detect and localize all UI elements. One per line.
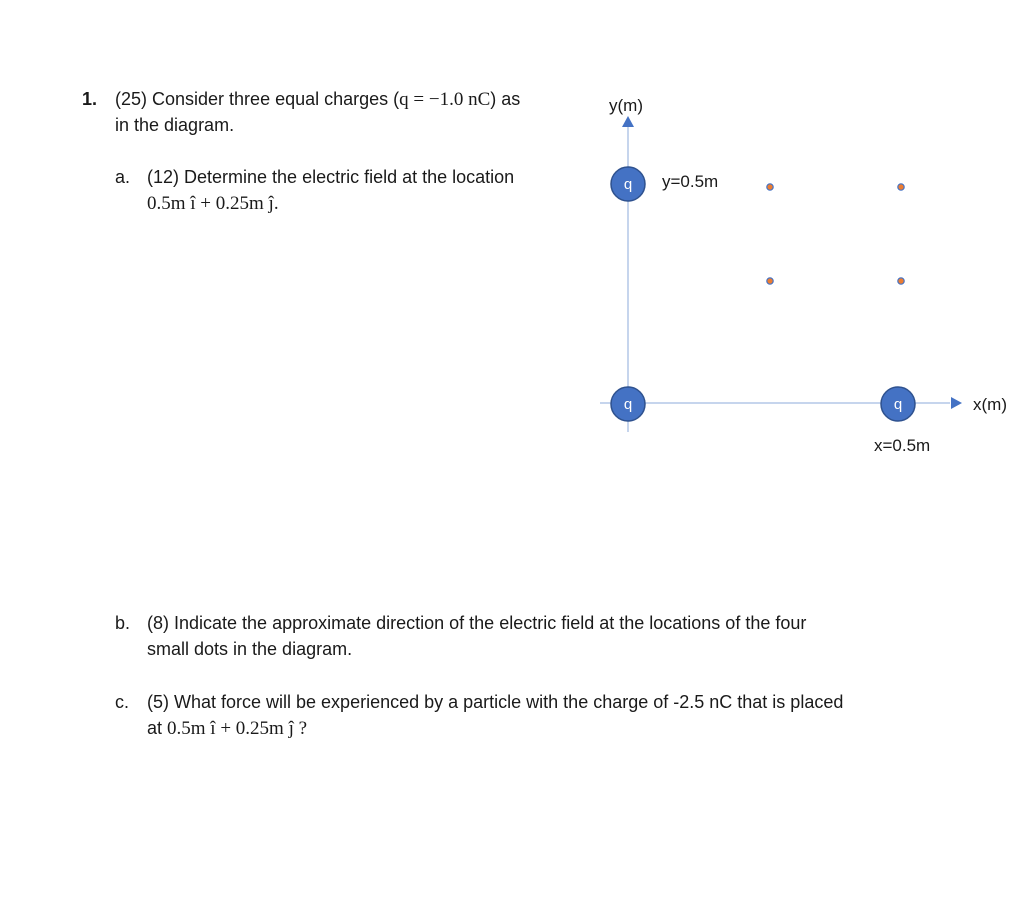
part-c-line2-pre: at xyxy=(147,718,168,738)
part-b-marker: b. xyxy=(115,613,131,633)
charges-group xyxy=(611,167,915,421)
intro-text-pre: (25) Consider three equal charges ( xyxy=(115,89,400,109)
charge-value-math: q = −1.0 nC xyxy=(399,89,491,110)
charge-label: q xyxy=(623,176,633,193)
charge-0 xyxy=(611,167,645,201)
part-b-line1: (8) Indicate the approximate direction of the electric field at the locations of the four xyxy=(147,613,807,633)
field-point-dot-0 xyxy=(767,184,773,190)
intro-text-post: ) as xyxy=(490,89,521,109)
y-tick-label: y=0.5m xyxy=(662,172,719,191)
part-a-location-math: 0.5m î + 0.25m ĵ. xyxy=(147,193,279,214)
question-intro-line2: in the diagram. xyxy=(115,115,235,135)
y-axis-label: y(m) xyxy=(609,96,643,115)
charge-2 xyxy=(881,387,915,421)
charge-1 xyxy=(611,387,645,421)
x-tick-label: x=0.5m xyxy=(874,436,931,455)
field-point-dot-2 xyxy=(767,278,773,284)
field-point-dot-1 xyxy=(898,184,904,190)
charge-label: q xyxy=(623,396,633,413)
question-number: 1. xyxy=(82,89,98,109)
part-a-line1: (12) Determine the electric field at the location xyxy=(147,167,515,187)
part-c-marker: c. xyxy=(115,692,130,712)
x-axis-label: x(m) xyxy=(973,395,1007,414)
field-point-dot-3 xyxy=(898,278,904,284)
part-a-marker: a. xyxy=(115,167,131,187)
field-points-group xyxy=(767,184,904,284)
part-c-line1: (5) What force will be experienced by a particle with the charge of -2.5 nC that is placed xyxy=(147,692,844,712)
x-axis-arrow-icon xyxy=(951,397,962,409)
part-b-line2: small dots in the diagram. xyxy=(147,639,353,659)
y-axis-arrow-icon xyxy=(622,116,634,127)
part-c-location-math: 0.5m î + 0.25m ĵ ? xyxy=(167,718,308,739)
charge-label: q xyxy=(893,396,903,413)
